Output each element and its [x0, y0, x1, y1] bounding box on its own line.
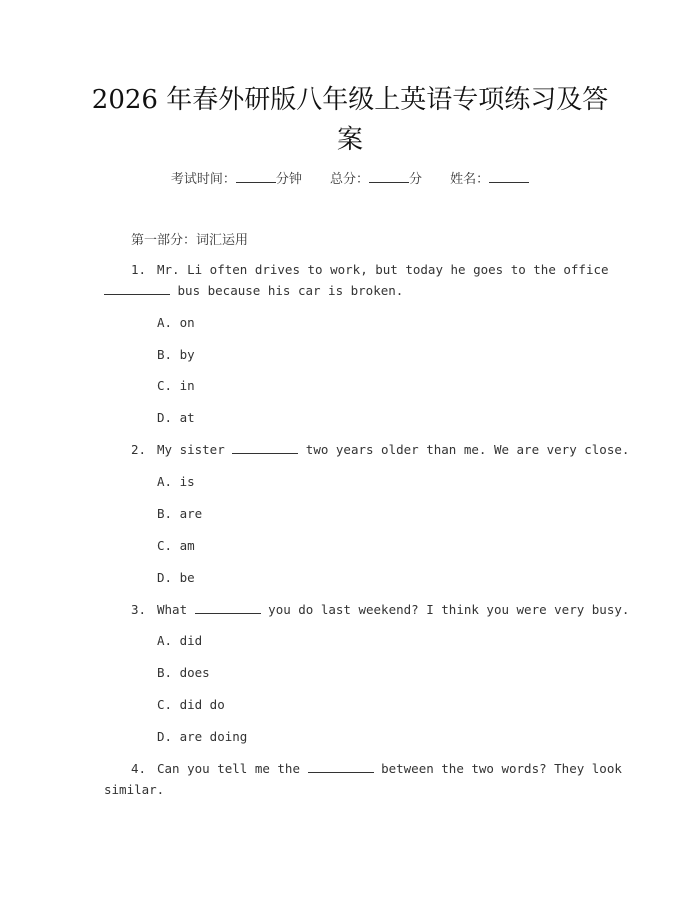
exam-meta — [0, 168, 700, 187]
score-unit: 分 — [409, 172, 423, 187]
time-unit: 分钟 — [275, 172, 302, 187]
question-text-after: two years older than me. We are very close. — [305, 442, 630, 457]
name-label: 姓名： — [450, 172, 490, 187]
question-text-cont: bus because his car is broken. — [177, 283, 404, 298]
option-c[interactable]: C. am — [157, 538, 195, 553]
question-text-after: between the two words? They look — [381, 761, 622, 776]
score-field — [330, 172, 426, 187]
document-title: 2026 年春外研版八年级上英语专项练习及答案 — [91, 85, 609, 155]
question-text-before: What — [157, 602, 188, 617]
answer-blank[interactable] — [195, 602, 261, 614]
question-text-before: Can you tell me the — [157, 761, 300, 776]
question-text — [157, 442, 629, 457]
option-c[interactable]: C. did do — [157, 697, 225, 712]
question-number: 4. — [131, 761, 147, 776]
name-field — [450, 172, 529, 187]
time-label: 考试时间： — [170, 172, 236, 187]
option-b[interactable]: B. does — [157, 665, 210, 680]
question-text-line2 — [104, 283, 403, 298]
option-a[interactable]: A. on — [157, 315, 195, 330]
name-blank[interactable] — [489, 170, 529, 183]
question-number: 1. — [131, 262, 147, 277]
question-text-line2: similar. — [104, 782, 165, 797]
question-number: 3. — [131, 602, 147, 617]
section-heading: 第一部分：词汇运用 — [131, 233, 249, 248]
option-d[interactable]: D. be — [157, 570, 195, 585]
question-number: 2. — [131, 442, 147, 457]
question-text — [157, 602, 629, 617]
option-d[interactable]: D. are doing — [157, 729, 248, 744]
score-label: 总分： — [329, 172, 369, 187]
question-text-after: you do last weekend? I think you were very busy. — [268, 602, 630, 617]
answer-blank[interactable] — [104, 283, 170, 295]
option-c[interactable]: C. in — [157, 378, 195, 393]
option-d[interactable]: D. at — [157, 410, 195, 425]
option-b[interactable]: B. by — [157, 347, 195, 362]
question-text: Mr. Li often drives to work, but today he goes to the office — [157, 262, 609, 277]
score-blank[interactable] — [369, 170, 409, 183]
option-a[interactable]: A. did — [157, 633, 203, 648]
answer-blank[interactable] — [308, 761, 374, 773]
option-b[interactable]: B. are — [157, 506, 203, 521]
answer-blank[interactable] — [232, 442, 298, 454]
time-field — [171, 172, 306, 187]
time-blank[interactable] — [236, 170, 276, 183]
question-text — [157, 761, 622, 776]
option-a[interactable]: A. is — [157, 474, 195, 489]
question-text-before: My sister — [157, 442, 225, 457]
